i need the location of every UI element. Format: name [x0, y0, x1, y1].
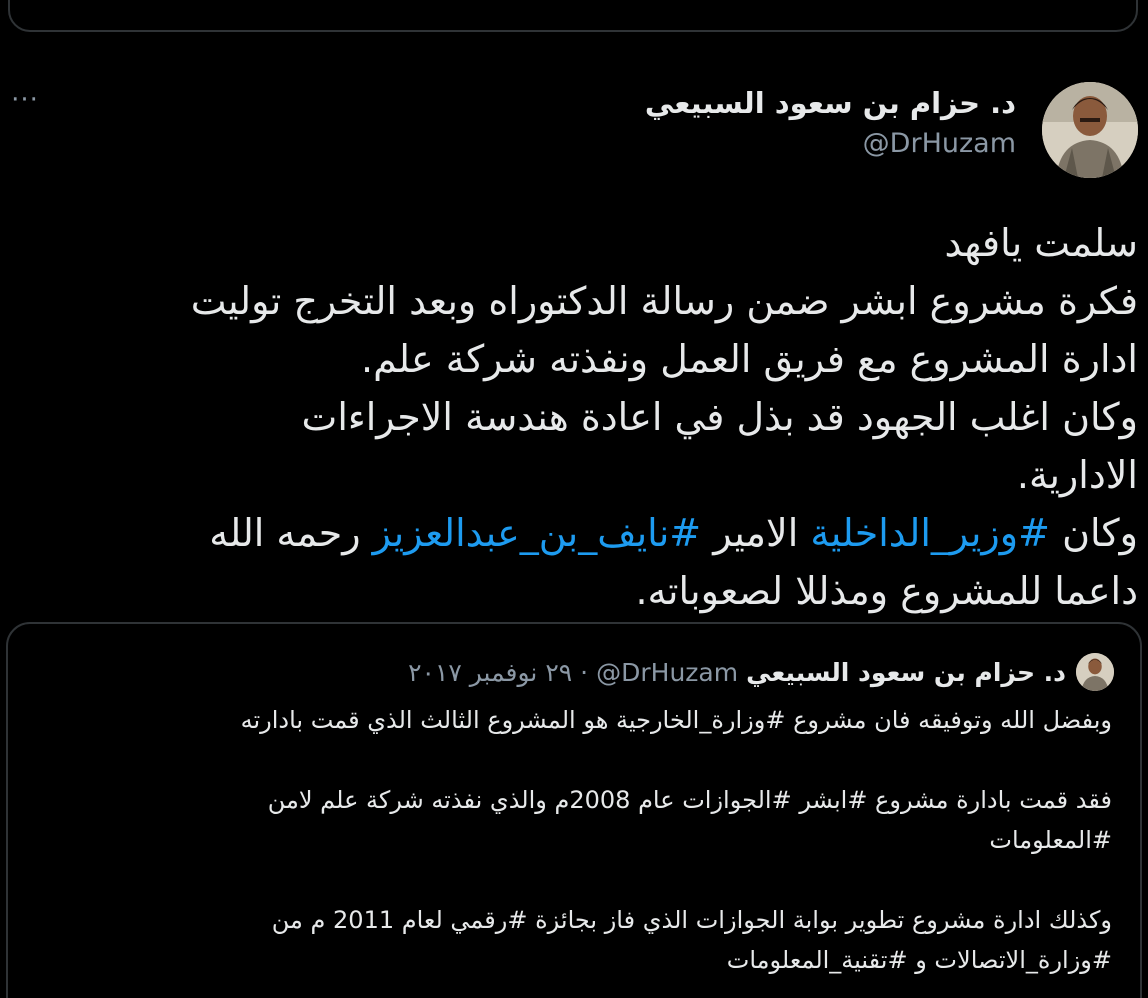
hashtag-link[interactable]: #وزير_الداخلية — [810, 511, 1050, 555]
tweet-line: داعما للمشروع ومذللا لصعوباته. — [635, 569, 1138, 613]
tweet-text-fragment: وكان — [1049, 511, 1138, 555]
tweet-line-with-hashtags — [18, 504, 1138, 562]
quoted-tweet-line: وبفضل الله وتوفيقه فان مشروع #وزارة_الخارجية هو المشروع الثالث الذي قمت بادارته — [240, 706, 1112, 734]
separator-dot: · — [580, 657, 589, 687]
tweet-line: سلمت يافهد — [944, 221, 1138, 265]
quoted-tweet-date: ٢٩ نوفمبر ٢٠١٧ — [408, 657, 573, 687]
tweet-line: ادارة المشروع مع فريق العمل ونفذته شركة علم. — [361, 337, 1138, 381]
tweet-text — [18, 214, 1138, 620]
quoted-author-name: د. حزام بن سعود السبيعي — [746, 657, 1066, 687]
avatar-photo-icon — [1076, 653, 1114, 691]
author-handle[interactable]: @DrHuzam — [862, 128, 1016, 159]
quoted-tweet-line: فقد قمت بادارة مشروع #ابشر #الجوازات عام 2008م والذي نفذته شركة علم لامن — [267, 786, 1112, 814]
quoted-tweet-header — [408, 652, 1114, 692]
quoted-tweet-line: #وزارة_الاتصالات و #تقنية_المعلومات — [726, 946, 1112, 974]
tweet-text-fragment: الامير — [701, 511, 811, 555]
quoted-tweet-text — [32, 700, 1112, 980]
tweet-line: الادارية. — [1016, 453, 1138, 497]
hashtag-link[interactable]: #نايف_بن_عبدالعزيز — [372, 511, 702, 555]
tweet-text-fragment: رحمه الله — [209, 511, 373, 555]
avatar[interactable] — [1042, 82, 1138, 178]
quoted-tweet-line — [32, 740, 1112, 780]
quoted-tweet-line — [32, 860, 1112, 900]
show-more-link[interactable] — [872, 988, 982, 998]
avatar[interactable] — [1076, 653, 1114, 691]
quoted-author-handle: @DrHuzam — [596, 657, 739, 687]
avatar-photo-icon — [1042, 82, 1138, 178]
quoted-tweet-line: وكذلك ادارة مشروع تطوير بوابة الجوازات الذي فاز بجائزة #رقمي لعام 2011 م من — [271, 906, 1112, 934]
tweet-line: فكرة مشروع ابشر ضمن رسالة الدكتوراه وبعد التخرج توليت — [190, 279, 1138, 323]
quoted-tweet-line: #المعلومات — [989, 826, 1112, 854]
tweet-line: وكان اغلب الجهود قد بذل في اعادة هندسة الاجراءات — [301, 395, 1138, 439]
more-options-button[interactable]: ··· — [11, 85, 39, 115]
author-name[interactable]: د. حزام بن سعود السبيعي — [644, 86, 1016, 120]
previous-tweet-card[interactable] — [8, 0, 1138, 32]
